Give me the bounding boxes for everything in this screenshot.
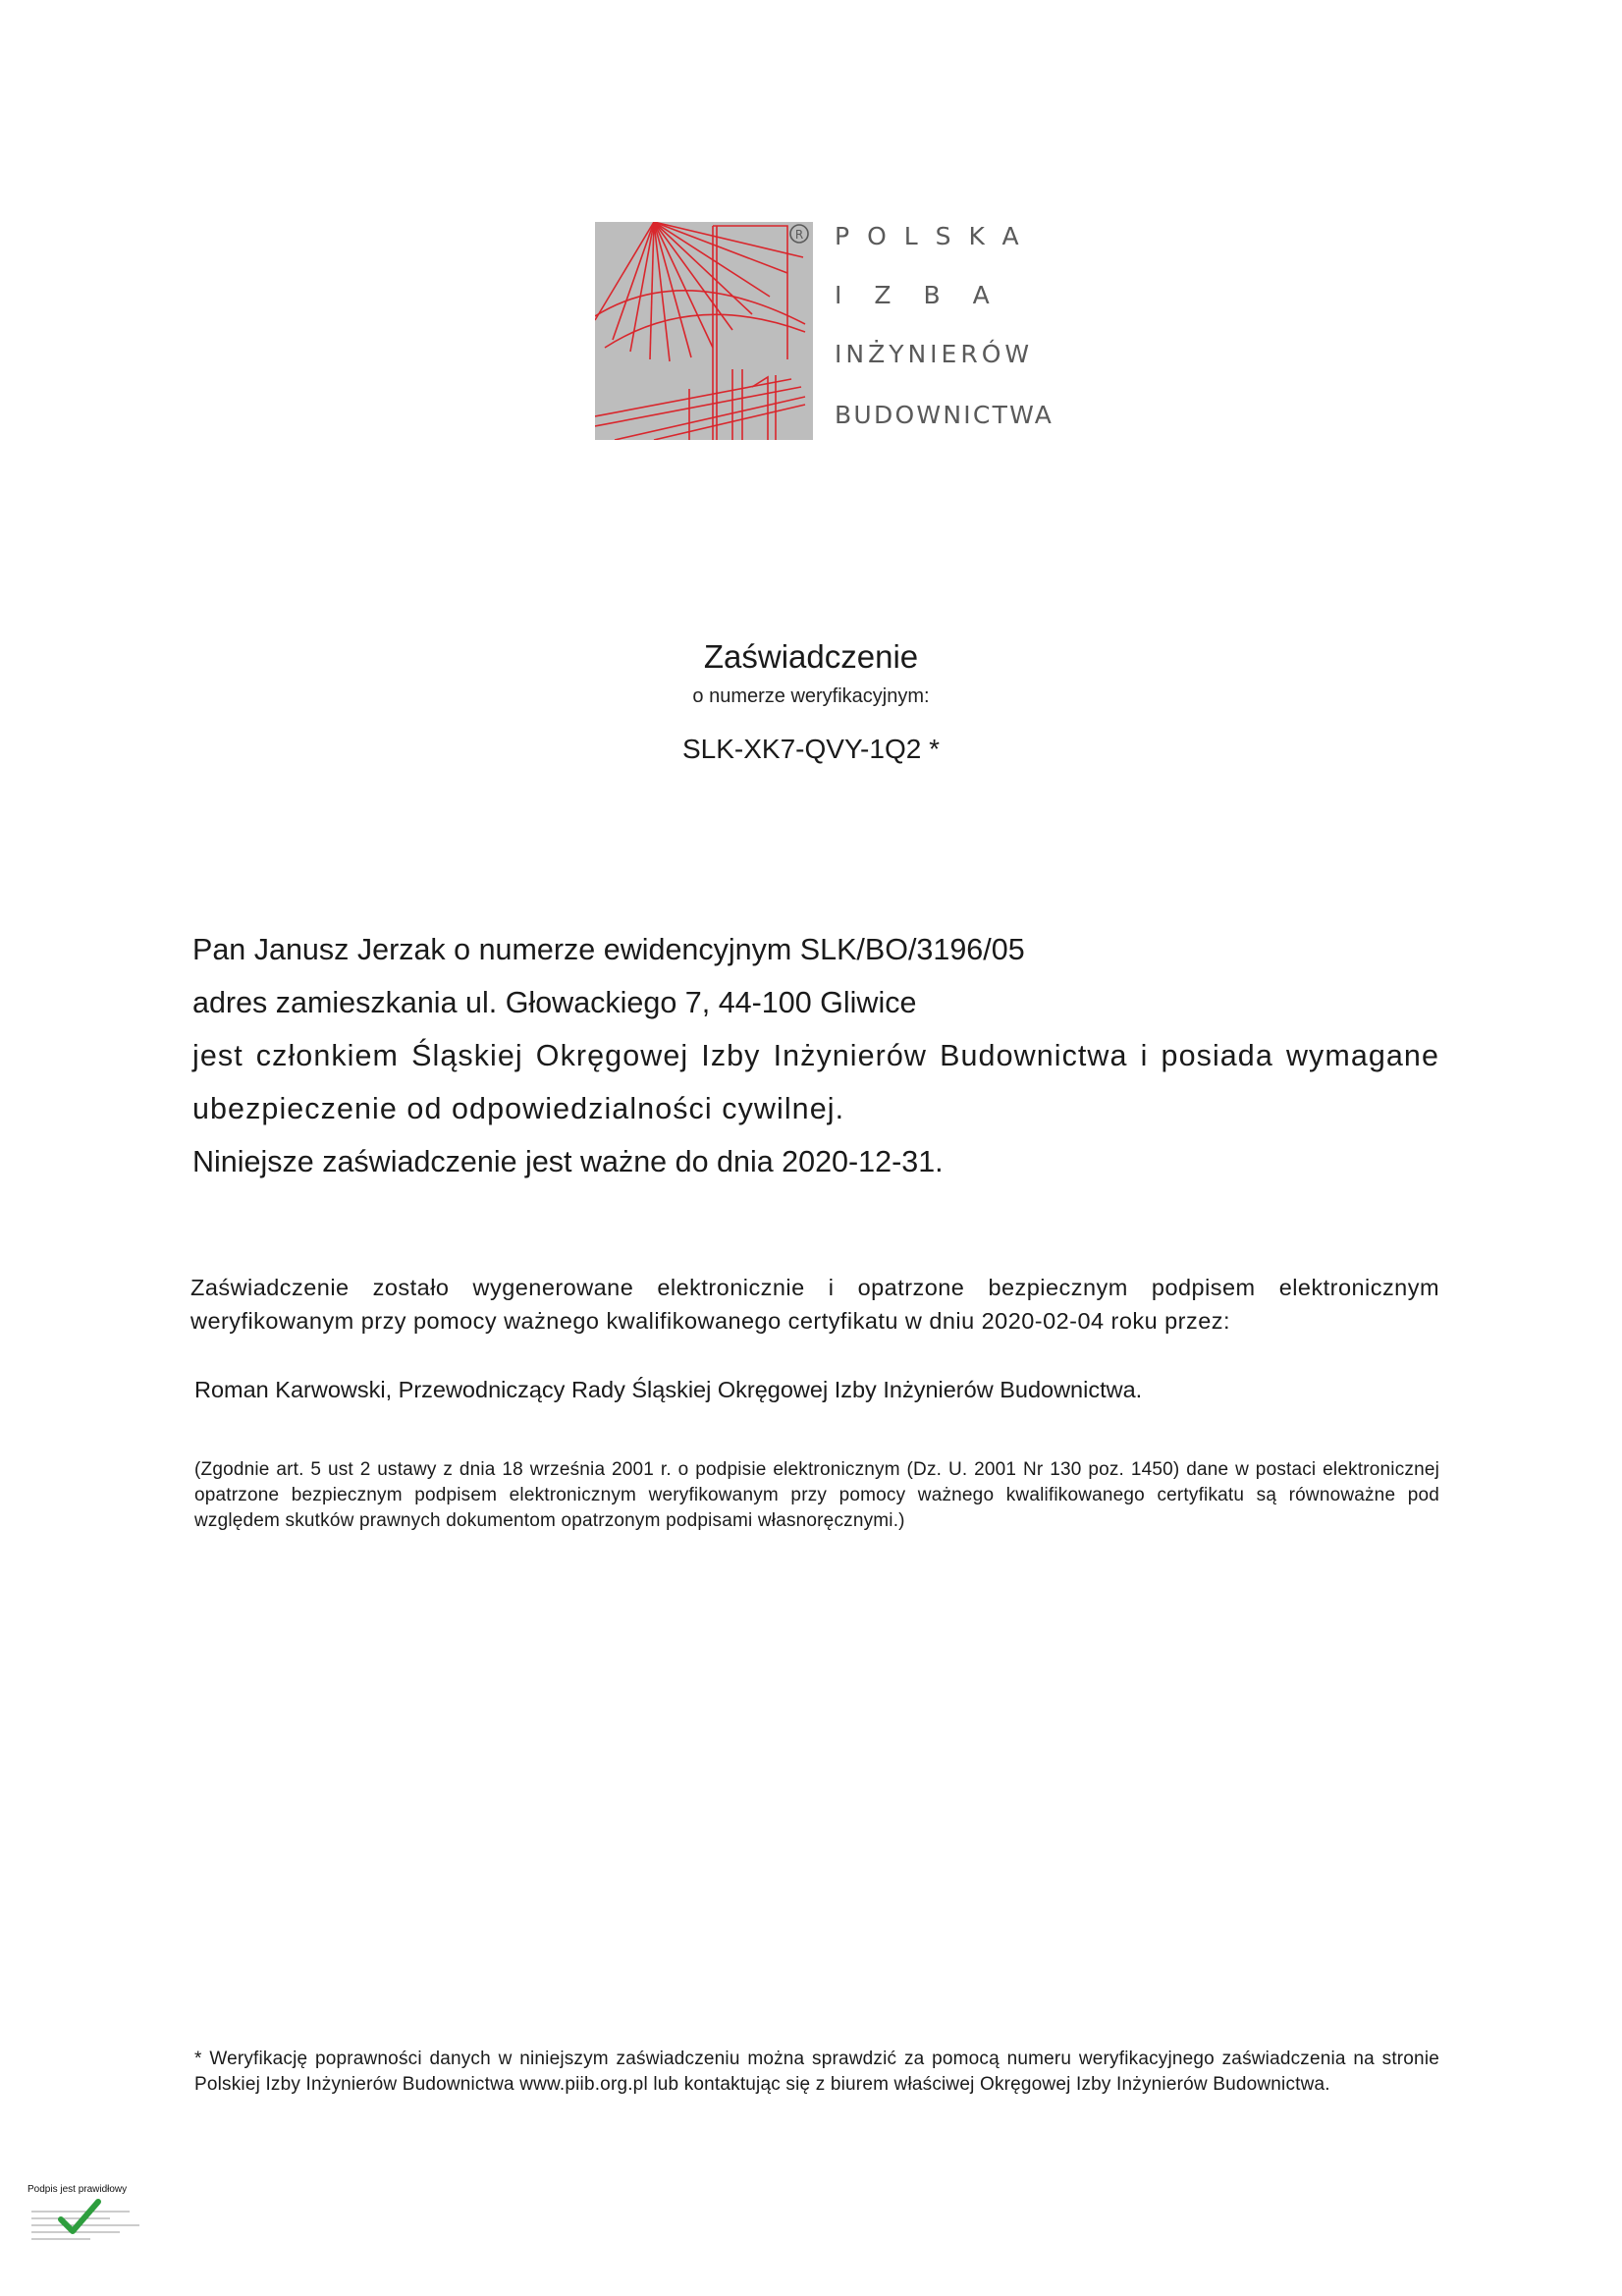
verification-code: SLK-XK7-QVY-1Q2 * (682, 734, 940, 764)
registered-mark-letter: R (794, 228, 804, 242)
generation-paragraph: Zaświadczenie zostało wygenerowane elektronicznie i opatrzone bezpiecznym podpisem elektronicznym weryfikowanym przy pomocy ważnego kwalifikowanego certyfikatu w dniu 2020-02-04 roku przez: (190, 1275, 1439, 1334)
logo-line-3: INŻYNIERÓW (835, 340, 1034, 368)
logo-wordmark (835, 222, 1054, 440)
document-subtitle: o numerze weryfikacyjnym: (692, 685, 930, 707)
document-title: Zaświadczenie (703, 638, 919, 675)
logo-line-2: IZBA (835, 281, 1022, 309)
organization-logo (595, 222, 1054, 440)
logo-line-1: POLSKA (835, 222, 1037, 250)
checkmark-icon (57, 2198, 102, 2237)
signature-validity-stamp[interactable] (27, 2184, 185, 2272)
legal-note: (Zgodnie art. 5 ust 2 ustawy z dnia 18 września 2001 r. o podpisie elektronicznym (Dz. U. 2001 Nr 130 poz. 1450) dane w postaci elektronicznej opatrzone bezpiecznym podpisem elektronicznym weryfikowanym przy pomocy ważnego kwalifikowanego certyfikatu są równoważne pod względem skutków prawnych dokumentom opatrzonym podpisami własnoręcznymi.) (194, 1459, 1439, 1531)
piib-emblem-graphic (595, 222, 813, 440)
signature-valid-label: Podpis jest prawidłowy (27, 2184, 128, 2195)
signer-line: Roman Karwowski, Przewodniczący Rady Śląskiej Okręgowej Izby Inżynierów Budownictwa. (194, 1377, 1143, 1402)
statement-line-4: ubezpieczenie od odpowiedzialności cywilnej. (192, 1092, 845, 1125)
verification-footnote: * Weryfikację poprawności danych w niniejszym zaświadczeniu można sprawdzić za pomocą numeru weryfikacyjnego zaświadczenia na stronie Polskiej Izby Inżynierów Budownictwa www.piib.org.pl lub kontaktując się z biurem właściwej Okręgowej Izby Inżynierów Budownictwa. (194, 2049, 1439, 2095)
statement-line-3: jest członkiem Śląskiej Okręgowej Izby Inżynierów Budownictwa i posiada wymagane (192, 1039, 1439, 1072)
statement-line-1: Pan Janusz Jerzak o numerze ewidencyjnym SLK/BO/3196/05 (192, 933, 1025, 966)
statement-line-2: adres zamieszkania ul. Głowackiego 7, 44-100 Gliwice (192, 986, 917, 1019)
logo-line-4: BUDOWNICTWA (835, 401, 1054, 429)
statement-line-5: Niniejsze zaświadczenie jest ważne do dnia 2020-12-31. (192, 1145, 944, 1178)
